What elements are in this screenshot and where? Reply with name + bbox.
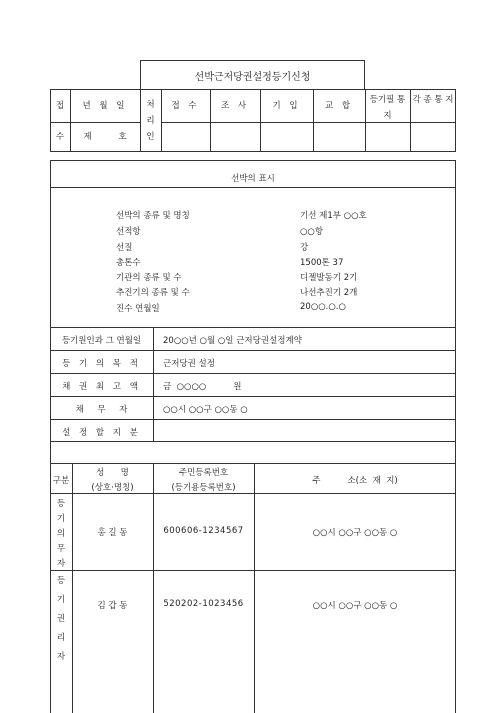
ship-heading: 선박의 표시 (231, 174, 275, 184)
obligor-name: 홍 길 동 (97, 528, 128, 538)
obligor-gubun-char: 등 (56, 499, 66, 509)
ship-row-value: 강 (300, 243, 309, 253)
ship-row-label: 추진기의 종류 및 수 (116, 288, 190, 298)
su-label: 수 (55, 132, 65, 142)
ship-row-label: 선박의 종류 및 명칭 (116, 211, 190, 221)
header-investigation: 조 사 (220, 101, 250, 111)
obligor-address: ○○시 ○○구 ○○동 ○ (312, 528, 398, 538)
jeop-label: 접 (55, 101, 65, 111)
cause-label: 등기원인과 그 연월일 (61, 336, 142, 346)
ship-row-value: ○○항 (300, 227, 324, 237)
debtor-label: 채 무 자 (75, 405, 128, 415)
holder-gubun-char: 리 (56, 633, 66, 643)
share-label: 설 정 할 지 분 (62, 428, 141, 438)
header-registered-notice: 등기필 통 지 (369, 95, 406, 121)
col-name: 성 명 (96, 468, 129, 478)
ship-row-value: 기선 제1부 ○○호 (300, 211, 367, 221)
header-reception: 접 수 (171, 101, 200, 111)
date-label: 년 월 일 (82, 101, 128, 111)
ship-row-value: 1500톤 37 (300, 258, 344, 268)
max-claim-value: 금 ○○○○ 원 (163, 382, 242, 392)
holder-gubun-char: 자 (56, 652, 66, 662)
ship-row-label: 진수 연월일 (116, 304, 160, 314)
col-id-sub: (등기용등록번호) (171, 483, 236, 493)
ship-row-label: 선적항 (116, 227, 141, 237)
cause-value: 20○○년 ○월 ○일 근저당권설정계약 (163, 336, 302, 346)
holder-id: 520202-1023456 (163, 599, 244, 609)
obligor-gubun-char: 무 (56, 544, 66, 554)
obligor-gubun-char: 자 (56, 559, 66, 569)
ship-row-value: 디젤발동기 2기 (300, 273, 358, 283)
purpose-value: 근저당권 설정 (163, 359, 215, 369)
col-name-sub: (상호·명칭) (91, 483, 134, 493)
ship-row-value: 나선추진기 2개 (300, 288, 358, 298)
ship-row-label: 선질 (116, 243, 133, 253)
obligor-gubun-char: 기 (56, 514, 66, 524)
number-label: 제 호 (83, 132, 127, 142)
holder-address: ○○시 ○○구 ○○동 ○ (312, 601, 398, 611)
holder-gubun-char: 기 (56, 595, 66, 605)
holder-gubun-char: 권 (56, 614, 66, 624)
ship-row-value: 20○○.○.○ (300, 302, 346, 312)
holder-gubun-char: 등 (56, 576, 66, 586)
ship-row-label: 총톤수 (116, 258, 141, 268)
processor-label-2: 리 (146, 116, 155, 126)
max-claim-label: 채 권 최 고 액 (62, 382, 141, 392)
header-verification: 교 합 (324, 101, 354, 111)
document-title: 선박근저당권설정등기신청 (194, 72, 311, 83)
header-entry: 기 입 (272, 101, 301, 111)
debtor-value: ○○시 ○○구 ○○동 ○ (163, 405, 248, 415)
holder-name: 김 갑 동 (97, 601, 128, 611)
header-various-notice: 각 종 통 지 (412, 95, 454, 105)
obligor-id: 600606-1234567 (163, 526, 244, 536)
col-address: 주 소(소 재 지) (312, 476, 398, 486)
processor-label-1: 처 (146, 100, 155, 110)
purpose-label: 등 기 의 목 적 (62, 359, 141, 369)
obligor-gubun-char: 의 (56, 529, 66, 539)
processor-label-3: 인 (146, 132, 155, 142)
col-category: 구분 (52, 476, 70, 486)
ship-row-label: 기관의 종류 및 수 (116, 273, 182, 283)
col-id: 주민등록번호 (178, 468, 229, 478)
